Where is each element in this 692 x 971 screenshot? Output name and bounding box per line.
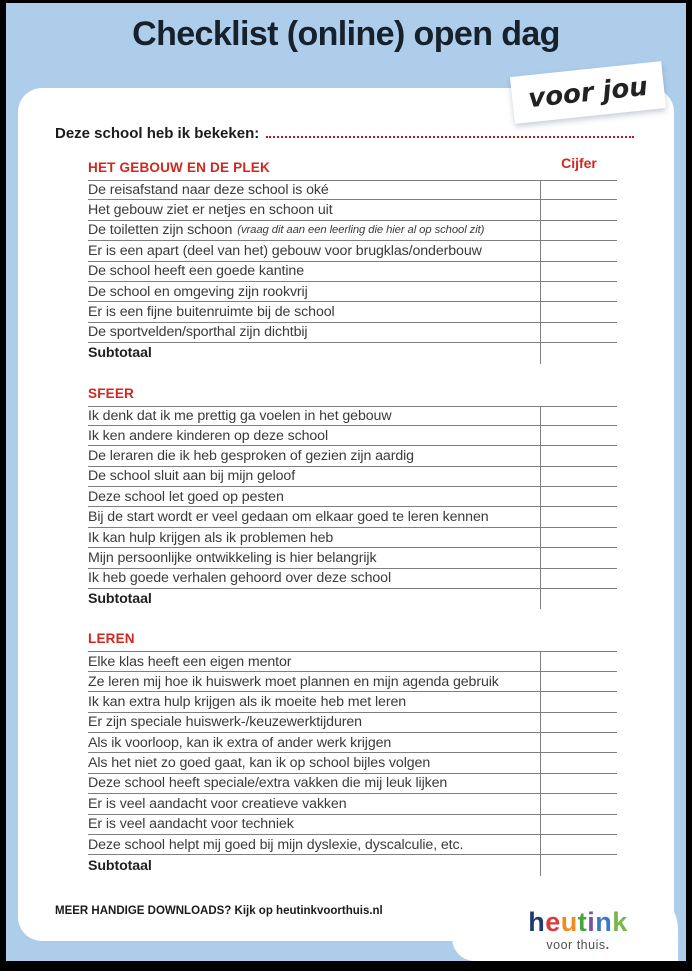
subtotal-row: [88, 589, 617, 609]
grade-cell: [540, 467, 617, 486]
item-label: Er is een apart (deel van het) gebouw voor brugklas/onderbouw: [88, 242, 482, 259]
table-row: [88, 467, 617, 487]
subtotal-label: Subtotaal: [88, 591, 152, 608]
grade-cell: [540, 507, 617, 526]
item-label: De school heeft een goede kantine: [88, 263, 304, 280]
table-row: [88, 835, 617, 855]
grade-cell: [540, 282, 617, 301]
item-label: Deze school helpt mij goed bij mijn dyslexie, dyscalculie, etc.: [88, 836, 464, 853]
section-gebouw: [88, 155, 617, 364]
grade-cell: [540, 835, 617, 854]
section-heading: LEREN: [88, 631, 135, 647]
grade-cell: [540, 200, 617, 219]
table-row: [88, 200, 617, 220]
section-rows: [88, 406, 617, 610]
item-label: Deze school let goed op pesten: [88, 488, 284, 505]
tagline-period: .: [605, 938, 610, 952]
grade-cell: [540, 548, 617, 567]
item-label: De school en omgeving zijn rookvrij: [88, 283, 308, 300]
grade-cell: [540, 407, 617, 425]
item-label: Als ik voorloop, kan ik extra of ander werk krijgen: [88, 734, 392, 751]
table-row: [88, 569, 617, 589]
table-row: [88, 528, 617, 548]
content-card: [18, 88, 674, 941]
table-row: [88, 794, 617, 814]
subtotal-row: [88, 343, 617, 363]
logo-letter: n: [595, 907, 613, 937]
item-label: Er is een fijne buitenruimte bij de school: [88, 304, 335, 321]
grade-cell: [540, 426, 617, 445]
grade-cell: [540, 487, 617, 506]
item-label: Ik ken andere kinderen op deze school: [88, 427, 329, 444]
subtotal-row: [88, 855, 617, 875]
table-row: [88, 487, 617, 507]
section-rows: [88, 651, 617, 875]
table-row: [88, 692, 617, 712]
table-row: [88, 323, 617, 343]
grade-cell: [540, 672, 617, 691]
item-label: De school sluit aan bij mijn geloof: [88, 468, 296, 485]
table-row: [88, 753, 617, 773]
item-label: De sportvelden/sporthal zijn dichtbij: [88, 324, 308, 341]
table-row: [88, 651, 617, 671]
grade-cell: [540, 692, 617, 711]
page-title: Checklist (online) open dag: [132, 15, 560, 53]
table-row: [88, 507, 617, 527]
sticker-label: voor jou: [526, 71, 650, 114]
grade-cell: [540, 181, 617, 199]
table-row: [88, 713, 617, 733]
table-row: [88, 815, 617, 835]
section-heading: HET GEBOUW EN DE PLEK: [88, 160, 270, 175]
item-label: De reisafstand naar deze school is oké: [88, 182, 329, 199]
grade-cell: [540, 733, 617, 752]
grade-cell: [540, 713, 617, 732]
item-label: Als het niet zo goed gaat, kan ik op school bijles volgen: [88, 755, 431, 772]
section-sfeer: [88, 386, 617, 610]
grade-cell: [540, 241, 617, 260]
grade-cell: [540, 855, 617, 875]
item-label: Ik heb goede verhalen gehoord over deze school: [88, 570, 392, 587]
grade-cell: [540, 221, 617, 240]
item-label: Mijn persoonlijke ontwikkeling is hier belangrijk: [88, 549, 377, 566]
footer-downloads-text: MEER HANDIGE DOWNLOADS? Kijk op heutinkvoorthuis.nl: [55, 905, 383, 917]
section-heading: SFEER: [88, 385, 135, 401]
grade-cell: [540, 569, 617, 588]
item-label: Elke klas heeft een eigen mentor: [88, 653, 292, 670]
section-rows: [88, 180, 617, 364]
subtotal-label: Subtotaal: [88, 345, 152, 362]
table-row: [88, 406, 617, 426]
grade-cell: [540, 589, 617, 609]
logo-letter: u: [560, 907, 578, 937]
tagline-text: voor thuis: [546, 938, 606, 952]
page-background: [6, 3, 686, 961]
item-label: Er zijn speciale huiswerk-/keuzewerktijduren: [88, 714, 362, 731]
item-note: (vraag dit aan een leerling die hier al op school zit): [237, 224, 485, 237]
logo-letter: h: [528, 907, 546, 937]
school-name-fill-line: [266, 124, 634, 138]
item-text: De toiletten zijn schoon: [88, 222, 233, 239]
item-label: Het gebouw ziet er netjes en schoon uit: [88, 202, 333, 219]
item-label: De leraren die ik heb gesproken of gezien zijn aardig: [88, 447, 414, 464]
item-label: Ik denk dat ik me prettig ga voelen in het gebouw: [88, 407, 392, 424]
heutink-logo: [478, 909, 678, 936]
grade-cell: [540, 262, 617, 281]
grade-cell: [540, 815, 617, 834]
section-header: [88, 631, 617, 651]
table-row: [88, 262, 617, 282]
table-row: [88, 241, 617, 261]
grade-cell: [540, 652, 617, 670]
logo-letter: i: [587, 907, 596, 937]
item-label: Er is veel aandacht voor creatieve vakken: [88, 795, 347, 812]
item-label: Ze leren mij hoe ik huiswerk moet plannen en mijn agenda gebruik: [88, 673, 499, 690]
subtotal-label: Subtotaal: [88, 857, 152, 874]
heutink-logo-cloud: [478, 885, 678, 961]
table-row: [88, 548, 617, 568]
grade-cell: [540, 302, 617, 321]
table-row: [88, 282, 617, 302]
grade-cell: [540, 528, 617, 547]
item-label: Bij de start wordt er veel gedaan om elkaar goed te leren kennen: [88, 509, 489, 526]
item-label: Ik kan hulp krijgen als ik problemen heb: [88, 529, 334, 546]
table-row: [88, 221, 617, 241]
grade-cell: [540, 774, 617, 793]
table-row: [88, 733, 617, 753]
table-row: [88, 180, 617, 200]
grade-column-header: Cijfer: [561, 155, 597, 171]
logo-tagline: [478, 938, 678, 952]
grade-cell: [540, 753, 617, 772]
table-row: [88, 426, 617, 446]
section-leren: [88, 631, 617, 875]
logo-letter: t: [577, 907, 588, 937]
item-label: [88, 221, 540, 240]
section-header: [88, 155, 617, 180]
item-label: Ik kan extra hulp krijgen als ik moeite heb met leren: [88, 693, 407, 710]
checklist-table: [88, 155, 617, 876]
grade-cell: [540, 446, 617, 465]
table-row: [88, 302, 617, 322]
item-label: Deze school heeft speciale/extra vakken die mij leuk lijken: [88, 775, 448, 792]
logo-letter: e: [545, 907, 561, 937]
table-row: [88, 446, 617, 466]
grade-cell: [540, 794, 617, 813]
logo-letter: k: [612, 907, 628, 937]
grade-cell: [540, 343, 617, 363]
intro-label: Deze school heb ik bekeken:: [55, 125, 260, 142]
table-row: [88, 774, 617, 794]
section-header: [88, 386, 617, 406]
table-row: [88, 672, 617, 692]
grade-cell: [540, 323, 617, 342]
item-label: Er is veel aandacht voor techniek: [88, 816, 294, 833]
